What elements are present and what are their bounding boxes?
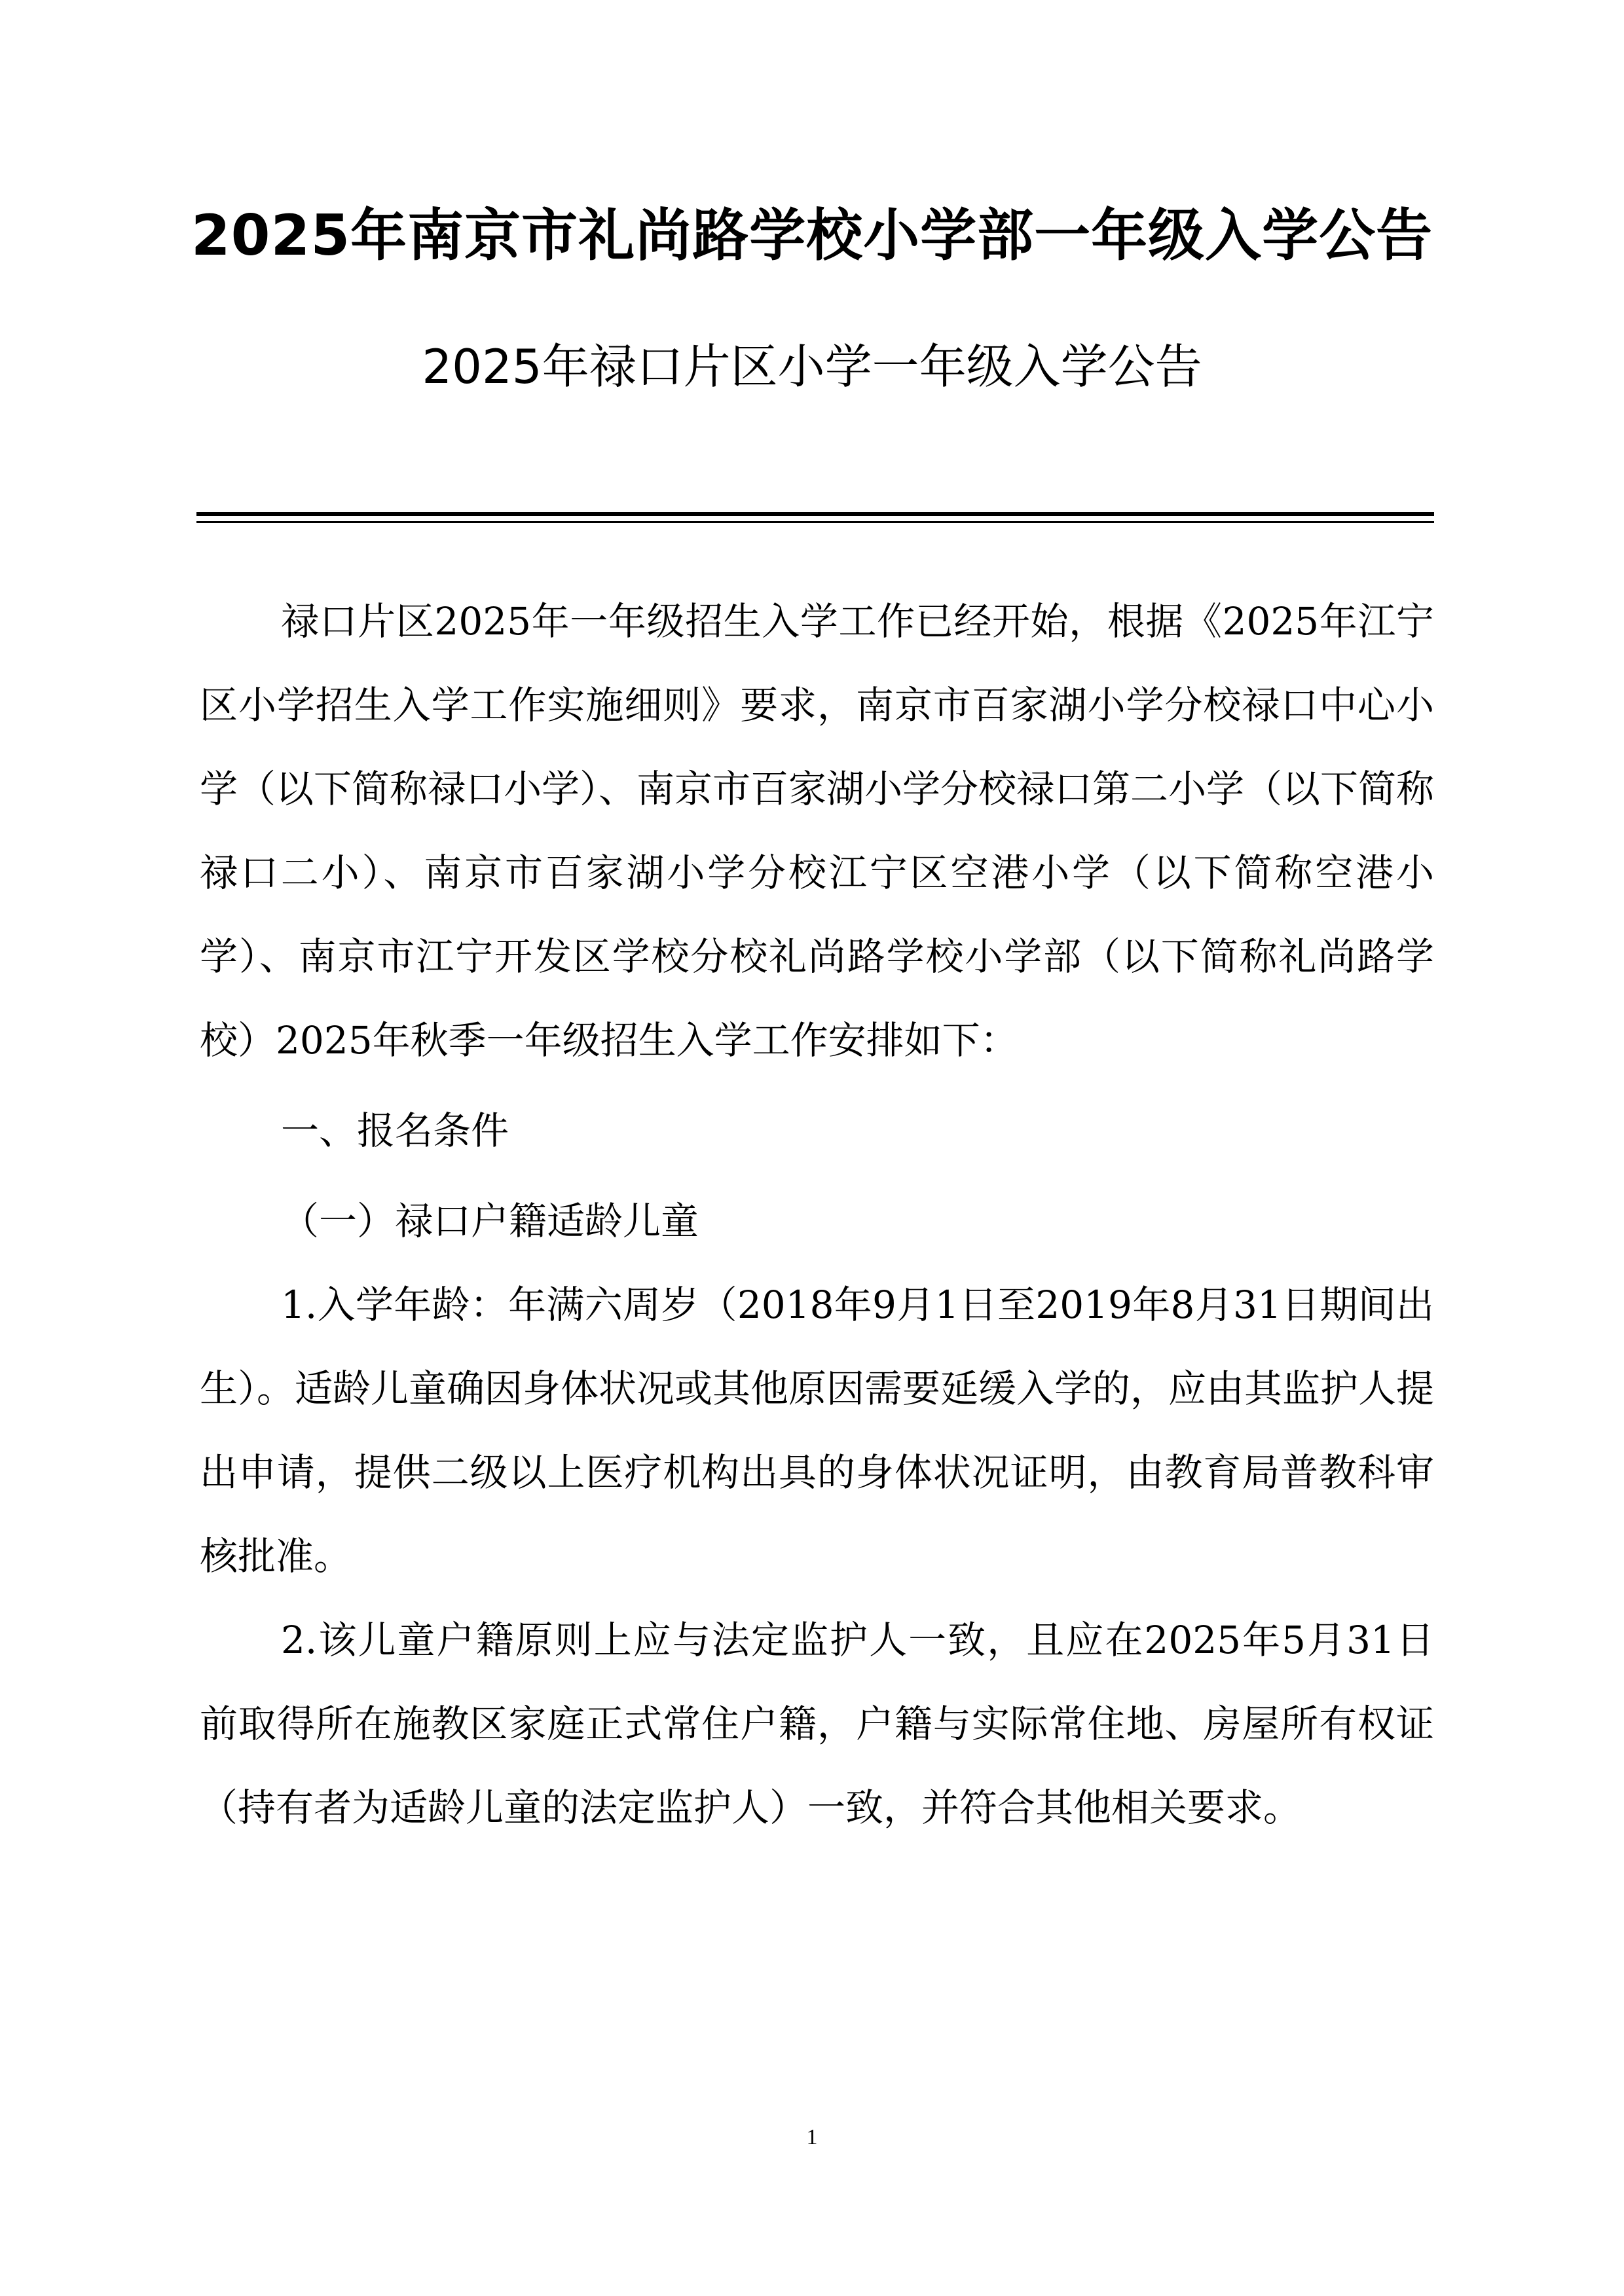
- page-subtitle: 2025年禄口片区小学一年级入学公告: [422, 339, 1202, 394]
- page-number: 1: [806, 2125, 818, 2149]
- section-heading: 一、报名条件: [281, 1108, 509, 1153]
- subsection-heading: （一）禄口户籍适龄儿童: [281, 1199, 699, 1243]
- requirement-item: 1.入学年龄：年满六周岁（2018年9月1日至2019年8月31日期间出生）。适龄儿童确因身体状况或其他原因需要延缓入学的，应由其监护人提出申请，提供二级以上医疗机构出具的身体状况证明，由教育局普教科审核批准。: [200, 1283, 1435, 1578]
- page-title: 2025年南京市礼尚路学校小学部一年级入学公告: [191, 203, 1433, 268]
- requirement-item: 2.该儿童户籍原则上应与法定监护人一致，且应在2025年5月31日前取得所在施教区家庭正式常住户籍，户籍与实际常住地、房屋所有权证（持有者为适龄儿童的法定监护人）一致，并符合其他相关要求。: [200, 1618, 1434, 1830]
- header-divider-thick: [196, 512, 1434, 516]
- header-divider-thin: [196, 521, 1434, 523]
- document-body: [200, 579, 1434, 1850]
- intro-paragraph: 禄口片区2025年一年级招生入学工作已经开始，根据《2025年江宁区小学招生入学工作实施细则》要求，南京市百家湖小学分校禄口中心小学（以下简称禄口小学）、南京市百家湖小学分校禄口第二小学（以下简称禄口二小）、南京市百家湖小学分校江宁区空港小学（以下简称空港小学）、南京市江宁开发区学校分校礼尚路学校小学部（以下简称礼尚路学校）2025年秋季一年级招生入学工作安排如下：: [200, 599, 1435, 1063]
